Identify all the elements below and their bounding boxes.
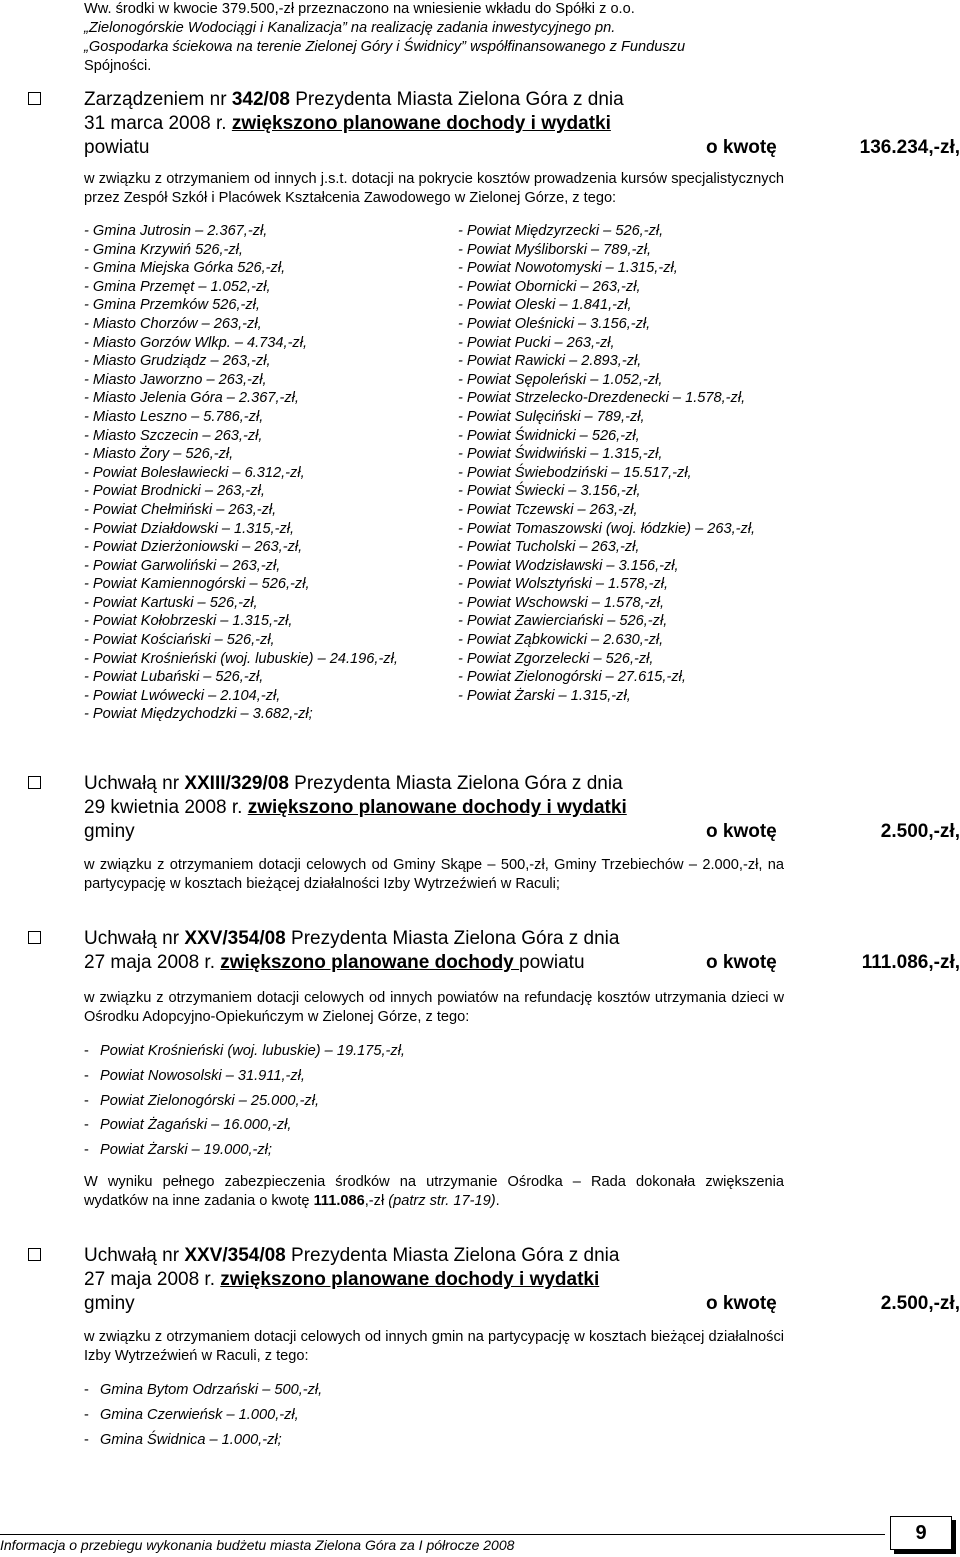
dash-bullet-icon: -: [84, 1092, 89, 1109]
list-item: - Powiat Obornicki – 263,-zł,: [458, 278, 641, 295]
checkbox-bullet-icon: [28, 931, 41, 944]
section-description: w związku z otrzymaniem dotacji celowych od innych powiatów na refundację kosztów utrzymania dzieci w Ośrodku Adopcyjno-Opiekuńczym w Zielonej Górze, z tego:: [84, 990, 784, 1025]
left-column: [84, 222, 398, 724]
section-heading: [28, 88, 960, 160]
list-item: - Powiat Nowotomyski – 1.315,-zł,: [458, 260, 678, 277]
list-item-text: Gmina Czerwieńsk – 1.000,-zł,: [100, 1406, 299, 1423]
list-item: - Powiat Zielonogórski – 27.615,-zł,: [458, 669, 686, 686]
list-item: - Powiat Oleśnicki – 3.156,-zł,: [458, 315, 651, 332]
section-zarzadzenie-342: [28, 88, 960, 727]
intro-paragraph: [84, 0, 940, 76]
list-item: - Powiat Rawicki – 2.893,-zł,: [458, 353, 642, 370]
heading-text: Uchwałą nr: [84, 928, 185, 949]
list-item: [84, 1428, 960, 1453]
list-item: - Powiat Lubański – 526,-zł,: [84, 669, 264, 686]
list-item: - Powiat Brodnicki – 263,-zł,: [84, 483, 265, 500]
list-item: - Powiat Sulęciński – 789,-zł,: [458, 408, 645, 425]
footer-divider: [0, 1534, 885, 1535]
checkbox-bullet-icon: [28, 92, 41, 105]
document-number: XXV/354/08: [184, 928, 286, 949]
amount-prefix: o kwotę: [706, 952, 777, 973]
list-item-text: Powiat Zielonogórski – 25.000,-zł,: [100, 1092, 320, 1109]
section-description: w związku z otrzymaniem od innych j.s.t. dotacji na pokrycie kosztów prowadzenia kursów specjalistycznych przez Zespół Szkół i Placówek Kształcenia Zawodowego w Zielonej Górze, z tego:: [84, 171, 784, 206]
amount-label: gminy: [84, 821, 135, 842]
list-item: - Powiat Chełmiński – 263,-zł,: [84, 501, 277, 518]
note-text: W wyniku pełnego zabezpieczenia środków na utrzymanie Ośrodka – Rada dokonała zwiększenia wydatków na inne zadania o kwotę: [84, 1173, 784, 1209]
list-item: - Miasto Jaworzno – 263,-zł,: [84, 371, 267, 388]
amount-value: 111.086,-zł,: [861, 952, 960, 973]
list-item: - Miasto Grudziądz – 263,-zł,: [84, 353, 271, 370]
heading-underlined: zwiększono planowane dochody i wydatki: [231, 113, 611, 134]
amount-prefix: o kwotę: [706, 137, 777, 158]
amount-label: powiatu: [84, 137, 150, 158]
heading-text: Prezydenta Miasta Zielona Góra z dnia: [288, 773, 623, 794]
section-heading: [28, 927, 960, 975]
amount-row: [84, 820, 960, 844]
list-item: - Gmina Przemęt – 1.052,-zł,: [84, 278, 271, 295]
intro-line-4: Spójności.: [84, 58, 152, 74]
list-item: - Powiat Tczewski – 263,-zł,: [458, 501, 638, 518]
heading-line-2: [84, 951, 585, 975]
checkbox-bullet-icon: [28, 1248, 41, 1261]
amount-value: 2.500,-zł,: [880, 1293, 960, 1314]
list-item: - Powiat Wschowski – 1.578,-zł,: [458, 594, 665, 611]
list-item: - Powiat Pucki – 263,-zł,: [458, 334, 615, 351]
heading-underlined: zwiększono planowane dochody i wydatki: [220, 1269, 600, 1290]
dash-bullet-icon: -: [84, 1067, 89, 1084]
list-item: [84, 1113, 960, 1138]
list-item: - Powiat Międzyrzecki – 526,-zł,: [458, 223, 664, 239]
list-item: [84, 1039, 960, 1064]
list-item: - Powiat Myśliborski – 789,-zł,: [458, 241, 652, 258]
amount-label: gminy: [84, 1293, 135, 1314]
list-item-text: Powiat Nowosolski – 31.911,-zł,: [100, 1067, 305, 1084]
list-item: - Miasto Szczecin – 263,-zł,: [84, 427, 263, 444]
list-item: - Powiat Garwoliński – 263,-zł,: [84, 557, 281, 574]
dash-bullet-icon: -: [84, 1117, 89, 1134]
list-item-text: Powiat Krośnieński (woj. lubuskie) – 19.175,-zł,: [100, 1043, 405, 1059]
list-item: - Gmina Krzywiń 526,-zł,: [84, 241, 243, 258]
list-item: - Powiat Tucholski – 263,-zł,: [458, 539, 640, 556]
list-item: - Powiat Wolsztyński – 1.578,-zł,: [458, 576, 669, 593]
list-item: - Powiat Świdnicki – 526,-zł,: [458, 427, 640, 444]
dash-bullet-icon: -: [84, 1406, 89, 1423]
list-item: - Powiat Bolesławiecki – 6.312,-zł,: [84, 464, 305, 481]
amount-label: powiatu: [519, 952, 585, 973]
allocation-list: [84, 1378, 960, 1452]
list-item: - Miasto Jelenia Góra – 2.367,-zł,: [84, 390, 299, 407]
list-item: - Powiat Zawierciański – 526,-zł,: [458, 613, 668, 630]
list-item: - Powiat Kartuski – 526,-zł,: [84, 594, 258, 611]
amount-value: 2.500,-zł,: [880, 821, 960, 842]
list-item: - Powiat Świecki – 3.156,-zł,: [458, 483, 641, 500]
heading-date: 27 maja 2008 r.: [84, 952, 221, 973]
list-item: - Miasto Żory – 526,-zł,: [84, 446, 234, 463]
heading-text: Uchwałą nr: [84, 1245, 185, 1266]
dash-bullet-icon: -: [84, 1431, 89, 1448]
note-text: ,-zł: [364, 1192, 389, 1209]
heading-underlined: zwiększono planowane dochody: [220, 952, 520, 973]
heading-line-2: [84, 112, 960, 136]
list-item: - Powiat Zgorzelecki – 526,-zł,: [458, 650, 654, 667]
heading-text: Zarządzeniem nr: [84, 89, 232, 110]
document-number: XXIII/329/08: [184, 773, 289, 794]
list-item: - Powiat Żarski – 1.315,-zł,: [458, 687, 631, 704]
list-item-text: Gmina Świdnica – 1.000,-zł;: [100, 1431, 282, 1448]
list-item-text: Powiat Żarski – 19.000,-zł;: [100, 1142, 272, 1159]
heading-date: 29 kwietnia 2008 r.: [84, 797, 248, 818]
amount-prefix: o kwotę: [706, 821, 777, 842]
list-item: - Powiat Świdwiński – 1.315,-zł,: [458, 446, 663, 463]
list-item: - Powiat Kamiennogórski – 526,-zł,: [84, 576, 310, 593]
amount-value: 136.234,-zł,: [859, 137, 960, 158]
section-heading: [28, 772, 960, 844]
amount-prefix: o kwotę: [706, 1293, 777, 1314]
list-item: - Gmina Przemków 526,-zł,: [84, 297, 260, 314]
section-uchwala-354-powiat: [28, 927, 960, 1211]
list-item: - Gmina Miejska Górka 526,-zł,: [84, 260, 286, 277]
list-item: - Powiat Oleski – 1.841,-zł,: [458, 297, 632, 314]
heading-text: Prezydenta Miasta Zielona Góra z dnia: [285, 928, 620, 949]
list-item: - Gmina Jutrosin – 2.367,-zł,: [84, 223, 268, 239]
list-item: - Miasto Chorzów – 263,-zł,: [84, 315, 262, 332]
list-item: - Powiat Kościański – 526,-zł,: [84, 632, 275, 649]
intro-line-2: „Zielonogórskie Wodociągi i Kanalizacja” na realizację zadania inwestycyjnego pn.: [84, 20, 616, 36]
section-note: [84, 1173, 784, 1211]
amount-row: [84, 1292, 960, 1316]
note-text: .: [495, 1192, 500, 1209]
heading-line-2: [84, 1268, 960, 1292]
heading-line-1: [84, 927, 960, 951]
list-item: - Powiat Tomaszowski (woj. łódzkie) – 263,-zł,: [458, 520, 756, 537]
allocation-columns: [84, 222, 960, 727]
list-item: - Miasto Leszno – 5.786,-zł,: [84, 408, 264, 425]
allocation-list: [84, 1039, 960, 1163]
heading-line-1: [84, 88, 960, 112]
list-item: - Powiat Kołobrzeski – 1.315,-zł,: [84, 613, 293, 630]
section-uchwala-329: [28, 772, 960, 894]
intro-line-1: Ww. środki w kwocie 379.500,-zł przeznaczono na wniesienie wkładu do Spółki z o.o.: [84, 1, 635, 17]
dash-bullet-icon: -: [84, 1382, 89, 1398]
list-item-text: Gmina Bytom Odrzański – 500,-zł,: [100, 1382, 323, 1398]
heading-date: 27 maja 2008 r.: [84, 1269, 221, 1290]
list-item-text: Powiat Żagański – 16.000,-zł,: [100, 1117, 292, 1134]
list-item: [84, 1138, 960, 1163]
amount-row: [84, 136, 960, 160]
list-item: [84, 1089, 960, 1114]
list-item: - Powiat Świebodziński – 15.517,-zł,: [458, 464, 692, 481]
footer-title: Informacja o przebiegu wykonania budżetu miasta Zielona Góra za I półrocze 2008: [0, 1537, 515, 1553]
heading-line-2: [84, 796, 960, 820]
dash-bullet-icon: -: [84, 1142, 89, 1159]
amount-row: [84, 951, 960, 975]
list-item: - Powiat Działdowski – 1.315,-zł,: [84, 520, 295, 537]
heading-underlined: zwiększono planowane dochody i wydatki: [247, 797, 627, 818]
heading-line-1: [84, 772, 960, 796]
list-item: - Powiat Wodzisławski – 3.156,-zł,: [458, 557, 679, 574]
page-number: 9: [890, 1516, 952, 1550]
heading-text: Uchwałą nr: [84, 773, 185, 794]
list-item: - Powiat Ząbkowicki – 2.630,-zł,: [458, 632, 664, 649]
document-number: XXV/354/08: [184, 1245, 286, 1266]
section-heading: [28, 1244, 960, 1316]
section-description: w związku z otrzymaniem dotacji celowych od Gminy Skąpe – 500,-zł, Gminy Trzebiechów – 2.000,-zł, na partycypację w kosztach bieżącej działalności Izby Wytrzeźwień w Raculi;: [84, 857, 784, 892]
list-item: [84, 1064, 960, 1089]
list-item: - Powiat Dzierżoniowski – 263,-zł,: [84, 539, 303, 556]
document-number: 342/08: [231, 89, 290, 110]
heading-date: 31 marca 2008 r.: [84, 113, 232, 134]
dash-bullet-icon: -: [84, 1043, 89, 1059]
note-reference: (patrz str. 17-19): [388, 1192, 496, 1209]
heading-line-1: [84, 1244, 960, 1268]
intro-line-3: „Gospodarka ściekowa na terenie Zielonej Góry i Świdnicy” współfinansowanego z Funduszu: [84, 39, 686, 55]
section-description: w związku z otrzymaniem dotacji celowych od innych gmin na partycypację w kosztach bieżącej działalności Izby Wytrzeźwień w Raculi, z tego:: [84, 1329, 784, 1364]
section-uchwala-354-gmina: [28, 1244, 960, 1452]
right-column: [458, 222, 755, 705]
list-item: [84, 1378, 960, 1403]
list-item: - Powiat Międzychodzki – 3.682,-zł;: [84, 706, 313, 723]
list-item: - Powiat Strzelecko-Drezdenecki – 1.578,-zł,: [458, 390, 746, 407]
list-item: [84, 1403, 960, 1428]
list-item: - Powiat Krośnieński (woj. lubuskie) – 24.196,-zł,: [84, 650, 398, 667]
note-amount: 111.086: [313, 1192, 365, 1209]
list-item: - Powiat Sępoleński – 1.052,-zł,: [458, 371, 663, 388]
heading-text: Prezydenta Miasta Zielona Góra z dnia: [289, 89, 624, 110]
heading-text: Prezydenta Miasta Zielona Góra z dnia: [285, 1245, 620, 1266]
checkbox-bullet-icon: [28, 776, 41, 789]
list-item: - Miasto Gorzów Wlkp. – 4.734,-zł,: [84, 334, 308, 351]
list-item: - Powiat Lwówecki – 2.104,-zł,: [84, 687, 281, 704]
